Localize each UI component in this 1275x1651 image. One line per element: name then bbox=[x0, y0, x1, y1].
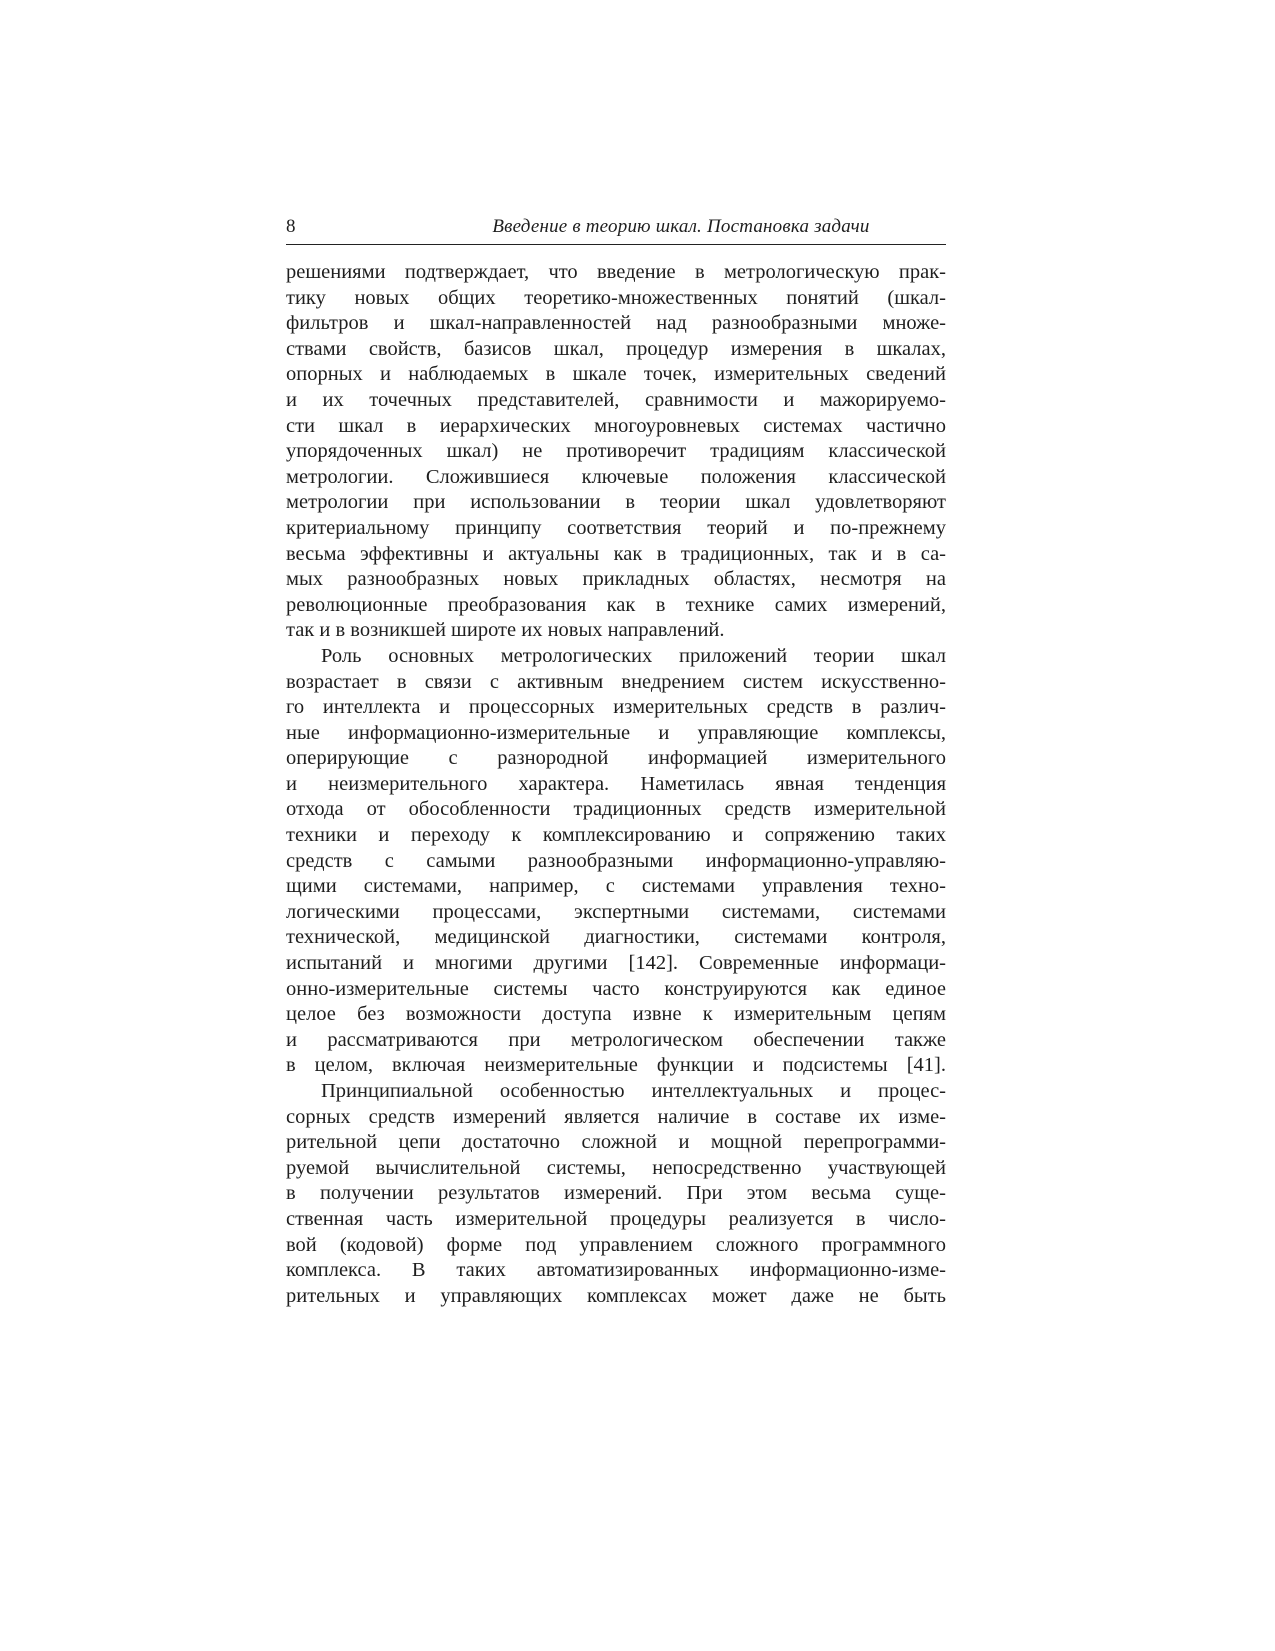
running-title: Введение в теорию шкал. Постановка задачи bbox=[492, 216, 870, 237]
text-line: опорных и наблюдаемых в шкале точек, измерительных сведений bbox=[286, 363, 946, 386]
text-line: фильтров и шкал-направленностей над разнообразными множе- bbox=[286, 312, 946, 335]
text-line: решениями подтверждает, что введение в метрологическую прак- bbox=[286, 261, 946, 283]
text-line: логическими процессами, экспертными системами, системами bbox=[286, 900, 946, 923]
text-line: и рассматриваются при метрологическом обеспечении также bbox=[286, 1028, 946, 1051]
text-line: и их точечных представителей, сравнимости и мажорируемо- bbox=[286, 388, 946, 411]
text-line: сорных средств измерений является наличие в составе их изме- bbox=[286, 1105, 946, 1128]
text-line: в целом, включая неизмерительные функции и подсистемы [41]. bbox=[286, 1054, 946, 1077]
text-line: щими системами, например, с системами управления техно- bbox=[286, 875, 946, 898]
text-line: рительной цепи достаточно сложной и мощной перепрограмми- bbox=[286, 1131, 946, 1154]
text-line: возрастает в связи с активным внедрением систем искусственно- bbox=[286, 670, 946, 693]
text-line: Принципиальной особенностью интеллектуальных и процес- bbox=[321, 1080, 946, 1102]
text-line: так и в возникшей широте их новых направлений. bbox=[286, 619, 725, 642]
text-line: рительных и управляющих комплексах может даже не быть bbox=[286, 1284, 946, 1307]
text-line: онно-измерительные системы часто конструируются как единое bbox=[286, 977, 946, 1000]
text-line: ствами свойств, базисов шкал, процедур измерения в шкалах, bbox=[286, 337, 946, 360]
text-line: ные информационно-измерительные и управляющие комплексы, bbox=[286, 721, 946, 744]
running-head bbox=[286, 214, 946, 245]
text-line: в получении результатов измерений. При этом весьма суще- bbox=[286, 1182, 946, 1205]
paragraph bbox=[286, 260, 946, 644]
text-line: технической, медицинской диагностики, системами контроля, bbox=[286, 926, 946, 949]
text-line: революционные преобразования как в технике самих измерений, bbox=[286, 593, 946, 616]
text-line: критериальному принципу соответствия теорий и по-прежнему bbox=[286, 516, 946, 539]
text-line: Роль основных метрологических приложений теории шкал bbox=[321, 644, 946, 667]
text-line: вой (кодовой) форме под управлением сложного программного bbox=[286, 1233, 946, 1256]
text-line: комплекса. В таких автоматизированных информационно-изме- bbox=[286, 1259, 946, 1282]
text-line: сти шкал в иерархических многоуровневых системах частично bbox=[286, 414, 946, 437]
text-line: упорядоченных шкал) не противоречит традициям классической bbox=[286, 440, 946, 463]
text-line: средств с самыми разнообразными информационно-управляю- bbox=[286, 849, 946, 872]
text-line: ственная часть измерительной процедуры реализуется в число- bbox=[286, 1207, 946, 1230]
text-line: техники и переходу к комплексированию и сопряжению таких bbox=[286, 824, 946, 847]
text-line: го интеллекта и процессорных измерительных средств в различ- bbox=[286, 696, 946, 719]
text-line: руемой вычислительной системы, непосредственно участвующей bbox=[286, 1156, 946, 1179]
paragraph bbox=[286, 1079, 946, 1309]
text-line: испытаний и многими другими [142]. Современные информаци- bbox=[286, 952, 946, 975]
paragraph bbox=[286, 644, 946, 1079]
text-line: тику новых общих теоретико-множественных понятий (шкал- bbox=[286, 286, 946, 309]
text-line: метрологии при использовании в теории шкал удовлетворяют bbox=[286, 491, 946, 514]
text-line: оперирующие с разнородной информацией измерительного bbox=[286, 747, 946, 770]
text-line: и неизмерительного характера. Наметилась явная тенденция bbox=[286, 772, 946, 795]
text-line: отхода от обособленности традиционных средств измерительной bbox=[286, 798, 946, 821]
body-text bbox=[286, 260, 946, 1309]
text-line: целое без возможности доступа извне к измерительным цепям bbox=[286, 1003, 946, 1026]
text-line: метрологии. Сложившиеся ключевые положения классической bbox=[286, 465, 946, 488]
text-line: весьма эффективны и актуальны как в традиционных, так и в са- bbox=[286, 542, 946, 565]
page-number: 8 bbox=[286, 216, 296, 237]
text-line: мых разнообразных новых прикладных областях, несмотря на bbox=[286, 568, 946, 591]
